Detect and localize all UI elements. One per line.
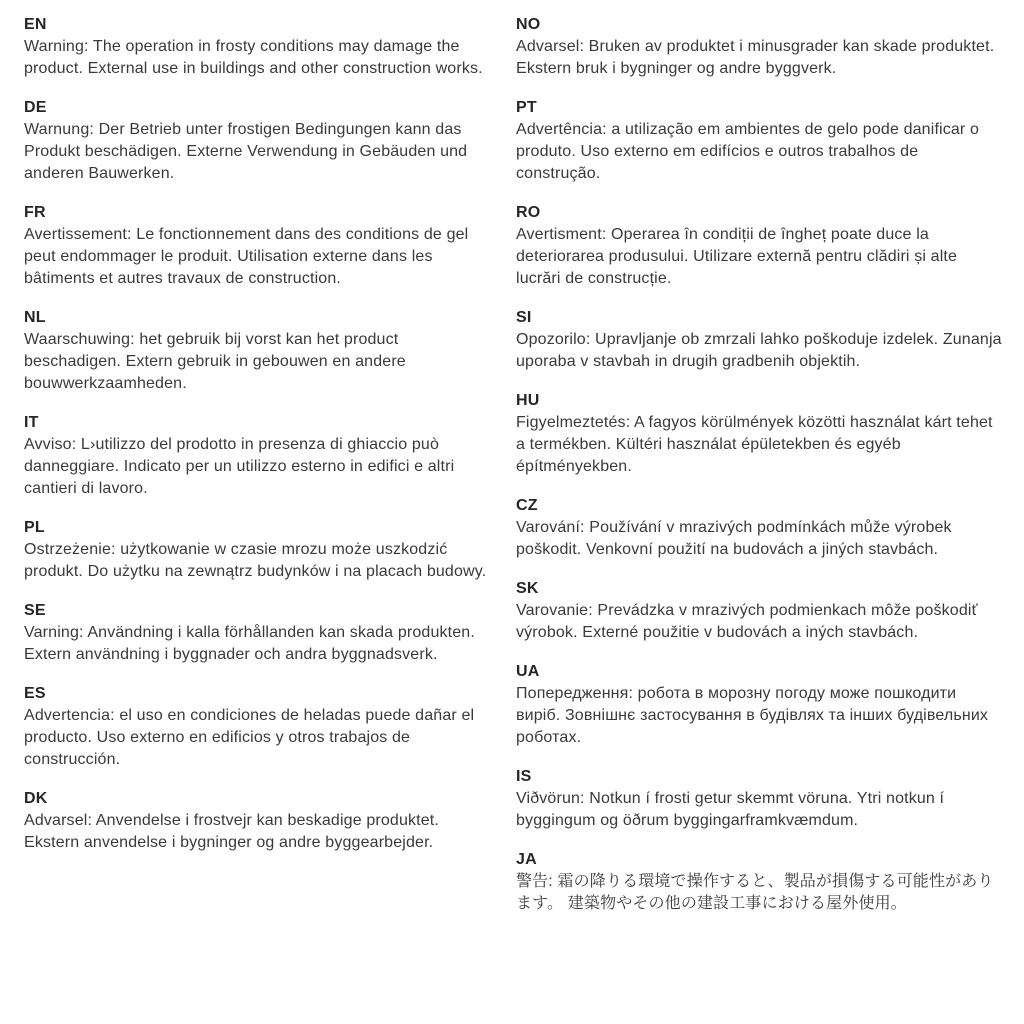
language-code-hu: HU xyxy=(516,392,540,409)
language-section-se xyxy=(24,600,496,666)
warning-text-pt: Advertência: a utilização em ambientes de gelo pode danificar o produto. Uso externo em edifícios e outros trabalhos de construção. xyxy=(516,121,980,182)
warning-column-right xyxy=(516,14,1004,932)
warning-text-en: Warning: The operation in frosty conditions may damage the product. External use in buildings and other construction works. xyxy=(24,38,483,77)
language-code-pl: PL xyxy=(24,519,45,536)
language-section-ua xyxy=(516,661,1004,749)
language-code-fr: FR xyxy=(24,204,46,221)
language-code-si: SI xyxy=(516,309,532,326)
language-section-fr xyxy=(24,202,496,290)
warning-text-it: Avviso: L›utilizzo del prodotto in presenza di ghiaccio può danneggiare. Indicato per un utilizzo esterno in edifici e altri cantieri di lavoro. xyxy=(24,436,455,497)
language-section-sk xyxy=(516,578,1004,644)
language-section-de xyxy=(24,97,496,185)
warning-text-nl: Waarschuwing: het gebruik bij vorst kan het product beschadigen. Extern gebruik in gebouwen en andere bouwwerkzaamheden. xyxy=(24,331,406,392)
language-code-ja: JA xyxy=(516,851,537,868)
warning-text-hu: Figyelmeztetés: A fagyos körülmények közötti használat kárt tehet a termékben. Kültéri használat épületekben és egyéb építményekben. xyxy=(516,414,993,475)
warning-column-left xyxy=(24,14,496,871)
language-section-pt xyxy=(516,97,1004,185)
warning-text-ua: Попередження: робота в морозну погоду може пошкодити виріб. Зовнішнє застосування в будівлях та інших будівельних роботах. xyxy=(516,685,989,746)
language-section-pl xyxy=(24,517,496,583)
language-section-es xyxy=(24,683,496,771)
warning-text-ro: Avertisment: Operarea în condiții de îngheț poate duce la deteriorarea produsului. Utilizare externă pentru clădiri și alte lucrări de construcție. xyxy=(516,226,958,287)
language-section-cz xyxy=(516,495,1004,561)
language-section-hu xyxy=(516,390,1004,478)
language-code-dk: DK xyxy=(24,790,48,807)
warning-text-es: Advertencia: el uso en condiciones de heladas puede dañar el producto. Uso externo en edificios y otros trabajos de construcción. xyxy=(24,707,475,768)
language-section-is xyxy=(516,766,1004,832)
warning-text-se: Varning: Användning i kalla förhållanden kan skada produkten. Extern användning i byggnader och andra byggnadsverk. xyxy=(24,624,475,663)
warning-text-cz: Varování: Používání v mrazivých podmínkách může výrobek poškodit. Venkovní použití na budovách a jiných stavbách. xyxy=(516,519,952,558)
language-code-en: EN xyxy=(24,16,47,33)
language-code-nl: NL xyxy=(24,309,46,326)
warning-text-pl: Ostrzeżenie: użytkowanie w czasie mrozu może uszkodzić produkt. Do użytku na zewnątrz budynków i na placach budowy. xyxy=(24,541,487,580)
warning-text-si: Opozorilo: Upravljanje ob zmrzali lahko poškoduje izdelek. Zunanja uporaba v stavbah in drugih gradbenih objektih. xyxy=(516,331,1002,370)
language-code-it: IT xyxy=(24,414,39,431)
warning-text-dk: Advarsel: Anvendelse i frostvejr kan beskadige produktet. Ekstern anvendelse i bygninger og andre byggearbejder. xyxy=(24,812,440,851)
language-section-ja xyxy=(516,849,1004,915)
warning-text-is: Viðvörun: Notkun í frosti getur skemmt vöruna. Ytri notkun í byggingum og öðrum byggingarframkvæmdum. xyxy=(516,790,945,829)
language-section-en xyxy=(24,14,496,80)
language-code-sk: SK xyxy=(516,580,539,597)
warning-text-sk: Varovanie: Prevádzka v mrazivých podmienkach môže poškodiť výrobok. Externé použitie v budovách a iných stavbách. xyxy=(516,602,978,641)
warning-text-no: Advarsel: Bruken av produktet i minusgrader kan skade produktet. Ekstern bruk i bygninger og andre byggverk. xyxy=(516,38,995,77)
language-code-is: IS xyxy=(516,768,532,785)
language-section-no xyxy=(516,14,1004,80)
language-code-no: NO xyxy=(516,16,541,33)
language-section-it xyxy=(24,412,496,500)
language-section-nl xyxy=(24,307,496,395)
language-code-se: SE xyxy=(24,602,46,619)
language-code-de: DE xyxy=(24,99,47,116)
language-section-dk xyxy=(24,788,496,854)
warning-text-fr: Avertissement: Le fonctionnement dans des conditions de gel peut endommager le produit. Utilisation externe dans les bâtiments et autres travaux de construction. xyxy=(24,226,469,287)
language-code-pt: PT xyxy=(516,99,537,116)
language-code-es: ES xyxy=(24,685,46,702)
language-section-si xyxy=(516,307,1004,373)
language-code-ua: UA xyxy=(516,663,540,680)
language-section-ro xyxy=(516,202,1004,290)
language-code-cz: CZ xyxy=(516,497,538,514)
warning-text-ja: 警告: 霜の降りる環境で操作すると、製品が損傷する可能性があります。 建築物やその他の建設工事における屋外使用。 xyxy=(516,873,994,912)
warning-text-de: Warnung: Der Betrieb unter frostigen Bedingungen kann das Produkt beschädigen. Externe Verwendung in Gebäuden und anderen Bauwerken. xyxy=(24,121,468,182)
language-code-ro: RO xyxy=(516,204,541,221)
